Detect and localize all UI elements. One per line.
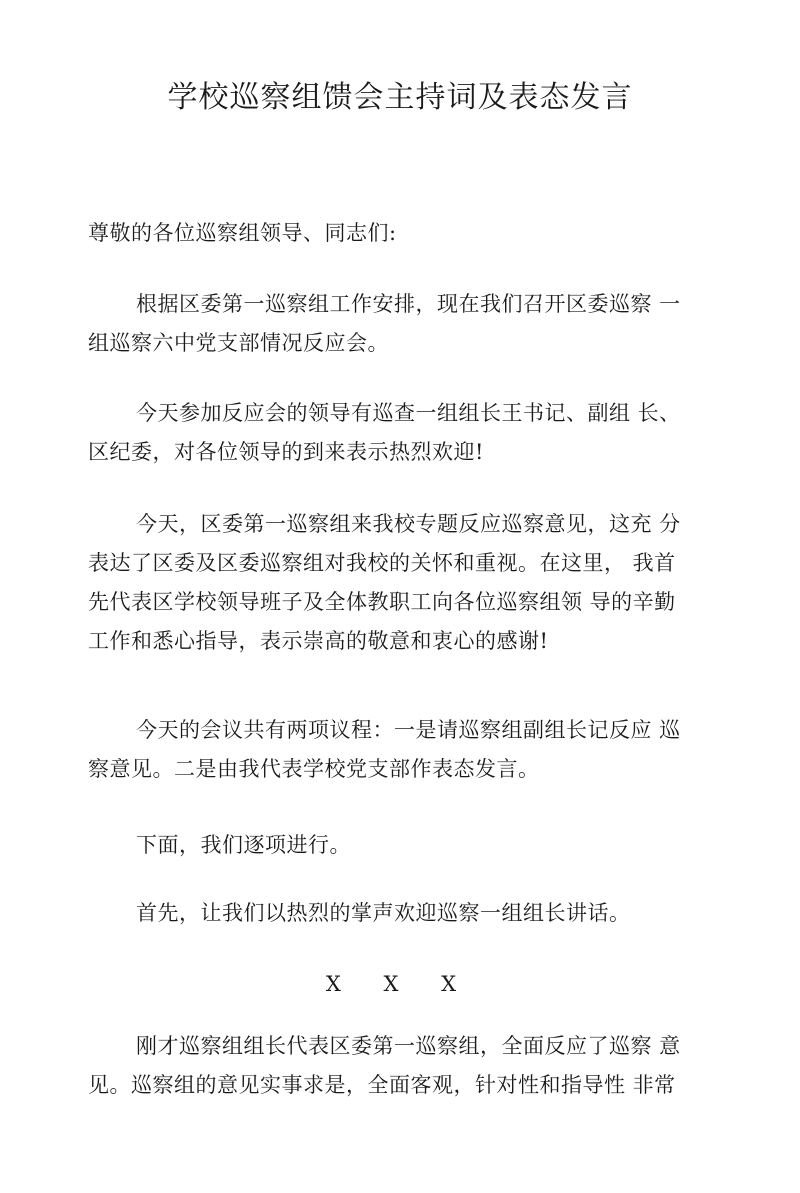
paragraph-line: 今天的会议共有两项议程：一是请巡察组副组长记反应 巡: [136, 718, 681, 742]
greeting: [88, 214, 718, 253]
paragraph-3: [88, 505, 718, 661]
paragraph-4: [88, 711, 718, 789]
paragraph-1: [88, 285, 718, 363]
paragraph-line: 组巡察六中党支部情况反应会。: [88, 331, 389, 355]
paragraph-line: 首先，让我们以热烈的掌声欢迎巡察一组组长讲话。: [136, 901, 631, 925]
paragraph-line: 区纪委，对各位领导的到来表示热烈欢迎!: [88, 440, 484, 464]
paragraph-line: 刚才巡察组组长代表区委第一巡察组，全面反应了巡察 意: [136, 1034, 681, 1058]
speaker-mark: X X X: [325, 972, 475, 996]
paragraph-2: [88, 394, 718, 472]
paragraph-line: 见。巡察组的意见实事求是，全面客观，针对性和指导性 非常: [88, 1073, 676, 1097]
paragraph-line: 今天，区委第一巡察组来我校专题反应巡察意见，这充 分: [136, 512, 681, 536]
paragraph-6: [88, 894, 718, 933]
document-title: 学校巡察组馈会主持词及表态发言: [167, 80, 633, 115]
closing-paragraph: [88, 1027, 718, 1105]
paragraph-line: 根据区委第一巡察组工作安排，现在我们召开区委巡察 一: [136, 292, 681, 316]
paragraph-line: 下面，我们逐项进行。: [136, 833, 351, 857]
greeting-line: 尊敬的各位巡察组领导、同志们:: [88, 221, 397, 245]
paragraph-line: 今天参加反应会的领导有巡查一组组长王书记、副组 长、: [136, 401, 681, 425]
paragraph-line: 察意见。二是由我代表学校党支部作表态发言。: [88, 757, 540, 781]
paragraph-5: [88, 826, 718, 865]
paragraph-line: 先代表区学校领导班子及全体教职工向各位巡察组领 导的辛勤: [88, 590, 676, 614]
paragraph-line: 工作和悉心指导，表示崇高的敬意和衷心的感谢!: [88, 629, 549, 653]
paragraph-line: 表达了区委及区委巡察组对我校的关怀和重视。在这里， 我首: [88, 551, 676, 575]
